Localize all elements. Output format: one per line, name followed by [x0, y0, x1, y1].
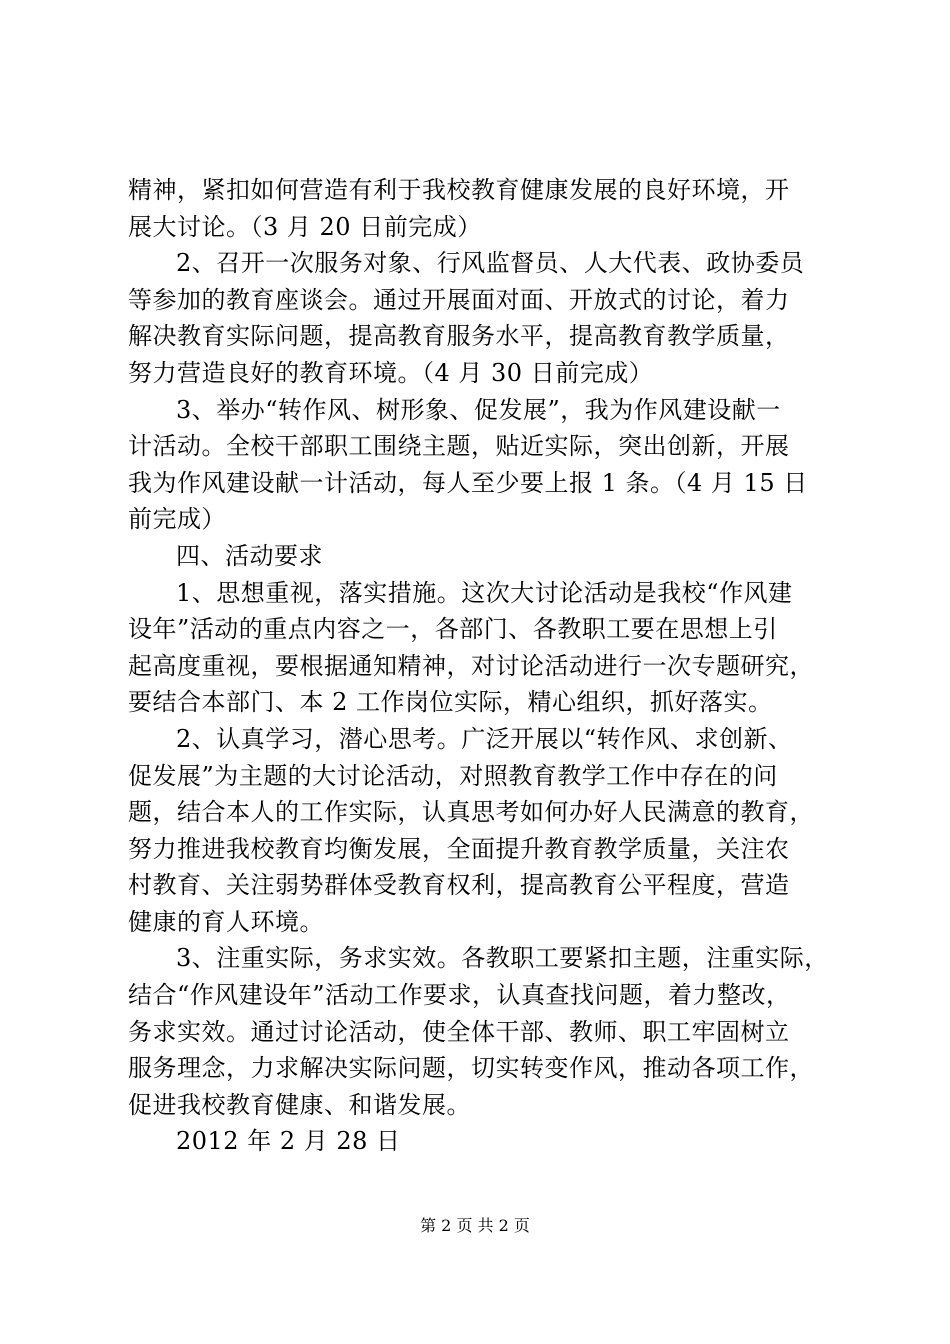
- text-line: 结合“作风建设年”活动工作要求，认真查找问题，着力整改，: [128, 981, 791, 1010]
- text-line: 设年”活动的重点内容之一，各部门、各教职工要在思想上引: [128, 615, 778, 644]
- text-line: 起高度重视，要根据通知精神，对讨论活动进行一次专题研究，: [128, 651, 814, 680]
- body-text: [128, 172, 838, 1160]
- text-line: 等参加的教育座谈会。通过开展面对面、开放式的讨论，着力: [128, 285, 790, 314]
- text-line: 精神，紧扣如何营造有利于我校教育健康发展的良好环境，开: [128, 176, 790, 204]
- text-line: 3、注重实际，务求实效。各教职工要紧扣主题，注重实际，: [176, 944, 829, 973]
- text-line: 展大讨论。（3 月 20 日前完成）: [128, 212, 482, 241]
- text-line: 促发展”为主题的大讨论活动，对照教育教学工作中存在的问: [128, 761, 778, 790]
- text-line: 2、认真学习，潜心思考。广泛开展以“转作风、求创新、: [176, 724, 793, 753]
- text-line: 题，结合本人的工作实际，认真思考如何办好人民满意的教育，: [128, 798, 814, 827]
- text-line: 2、召开一次服务对象、行风监督员、人大代表、政协委员: [176, 249, 805, 278]
- text-line: 健康的育人环境。: [128, 907, 324, 936]
- text-line: 要结合本部门、本 2 工作岗位实际，精心组织，抓好落实。: [128, 688, 773, 717]
- text-line: 解决教育实际问题，提高教育服务水平，提高教育教学质量，: [128, 322, 790, 351]
- text-line: 村教育、关注弱势群体受教育权利，提高教育公平程度，营造: [128, 871, 790, 900]
- page-footer: 第 2 页 共 2 页: [420, 1216, 530, 1235]
- text-line: 1、思想重视，落实措施。这次大讨论活动是我校“作风建: [176, 578, 793, 607]
- text-line: 计活动。全校干部职工围绕主题，贴近实际，突出创新，开展: [128, 432, 790, 461]
- text-line: 努力推进我校教育均衡发展，全面提升教育教学质量，关注农: [128, 834, 790, 863]
- text-line: 前完成）: [128, 505, 226, 534]
- text-line: 务求实效。通过讨论活动，使全体干部、教师、职工牢固树立: [128, 1017, 790, 1046]
- section-heading: 四、活动要求: [176, 541, 323, 570]
- text-line: 3、举办“转作风、树形象、促发展”，我为作风建设献一: [176, 395, 781, 424]
- text-line: 我为作风建设献一计活动，每人至少要上报 1 条。（4 月 15 日: [128, 468, 808, 497]
- text-line: 促进我校教育健康、和谐发展。: [128, 1090, 471, 1119]
- text-line: 服务理念，力求解决实际问题，切实转变作风，推动各项工作，: [128, 1054, 814, 1083]
- text-line: 努力营造良好的教育环境。（4 月 30 日前完成）: [128, 358, 654, 387]
- document-date: 2012 年 2 月 28 日: [176, 1127, 401, 1156]
